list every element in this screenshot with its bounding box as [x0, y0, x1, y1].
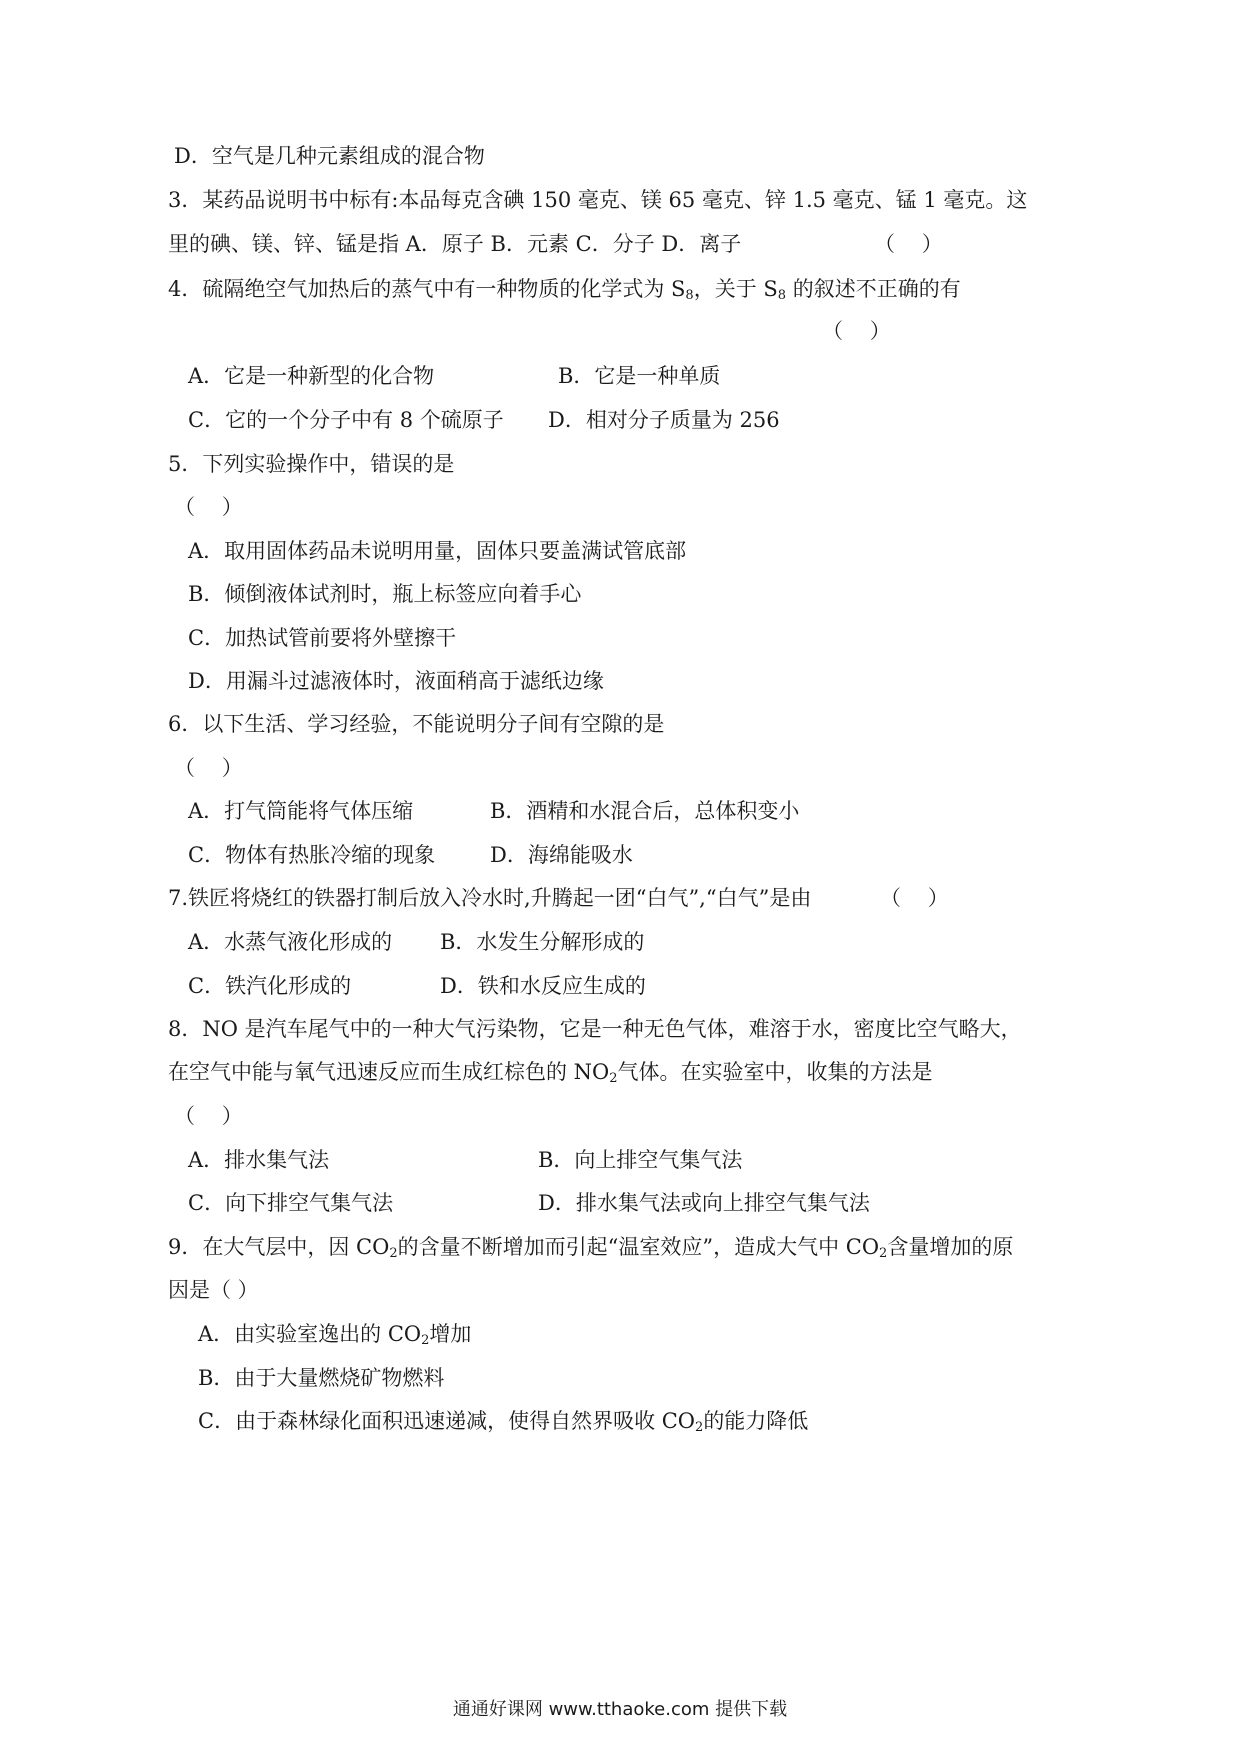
q7-option-d: D．铁和水反应生成的	[440, 974, 646, 998]
q2-option-d: D．空气是几种元素组成的混合物	[174, 144, 485, 168]
q4-option-d: D．相对分子质量为 256	[548, 408, 780, 432]
q7-option-a: A．水蒸气液化形成的	[188, 930, 393, 954]
q9-text-a: 9．在大气层中，因 CO	[168, 1235, 390, 1259]
q7-stem: 7.铁匠将烧红的铁器打制后放入冷水时,升腾起一团“白气”,“白气”是由	[168, 886, 812, 910]
q9-option-c-tail: 的能力降低	[703, 1409, 809, 1433]
q4-text-a: 4．硫隔绝空气加热后的蒸气中有一种物质的化学式为 S	[168, 277, 686, 301]
q5-answer-blank: （ ）	[174, 495, 243, 519]
q9-option-a-text: A．由实验室逸出的 CO	[198, 1322, 422, 1346]
q4-answer-blank: （ ）	[822, 319, 891, 343]
q8-answer-blank: （ ）	[174, 1104, 243, 1128]
q9-text-b: 的含量不断增加而引起“温室效应”，造成大气中 CO	[397, 1235, 880, 1259]
q8-text-b: 气体。在实验室中，收集的方法是	[617, 1060, 933, 1084]
q3-answer-blank: （ ）	[874, 232, 943, 256]
q6-answer-blank: （ ）	[174, 756, 243, 780]
q5-option-c: C．加热试管前要将外壁擦干	[188, 626, 457, 650]
q8-sub: 2	[609, 1071, 618, 1086]
q9-option-c	[198, 1407, 808, 1435]
page-footer: 通通好课网 www.tthaoke.com 提供下载	[452, 1699, 788, 1720]
q9-line2: 因是（ ）	[168, 1278, 259, 1302]
q6-option-a: A．打气筒能将气体压缩	[188, 799, 414, 823]
q4-option-a: A．它是一种新型的化合物	[188, 364, 435, 388]
q3-line2: 里的碘、镁、锌、锰是指 A．原子 B．元素 C．分子 D．离子	[168, 232, 742, 256]
q8-option-c: C．向下排空气集气法	[188, 1191, 394, 1215]
q4-text-c: 的叙述不正确的有	[786, 277, 961, 301]
q6-option-d: D．海绵能吸水	[490, 843, 633, 867]
q8-option-a: A．排水集气法	[188, 1148, 330, 1172]
q8-line1: 8．NO 是汽车尾气中的一种大气污染物，它是一种无色气体，难溶于水，密度比空气略大，	[168, 1017, 1022, 1041]
q4-option-b: B．它是一种单质	[558, 364, 721, 388]
q9-option-c-text: C．由于森林绿化面积迅速递减，使得自然界吸收 CO	[198, 1409, 696, 1433]
q4-sub-2: 8	[777, 288, 787, 303]
q7-answer-blank: （ ）	[880, 886, 949, 910]
q6-stem: 6．以下生活、学习经验，不能说明分子间有空隙的是	[168, 712, 665, 736]
q9-line1	[168, 1233, 1013, 1261]
q9-option-b: B．由于大量燃烧矿物燃料	[198, 1366, 445, 1390]
q9-text-c: 含量增加的原	[887, 1235, 1014, 1259]
q5-stem: 5．下列实验操作中，错误的是	[168, 452, 455, 476]
q5-option-b: B．倾倒液体试剂时，瓶上标签应向着手心	[188, 582, 582, 606]
q8-option-d: D．排水集气法或向上排空气集气法	[538, 1191, 870, 1215]
q9-sub-2: 2	[879, 1246, 888, 1261]
q8-option-b: B．向上排空气集气法	[538, 1148, 743, 1172]
q9-sub-1: 2	[389, 1246, 398, 1261]
q7-option-b: B．水发生分解形成的	[440, 930, 645, 954]
q9-option-a	[198, 1320, 471, 1348]
q5-option-d: D．用漏斗过滤液体时，液面稍高于滤纸边缘	[188, 669, 604, 693]
q5-option-a: A．取用固体药品未说明用量，固体只要盖满试管底部	[188, 539, 687, 563]
q9-option-a-tail: 增加	[429, 1322, 472, 1346]
q8-text-a: 在空气中能与氧气迅速反应而生成红棕色的 NO	[168, 1060, 610, 1084]
q8-line2	[168, 1058, 933, 1086]
q7-option-c: C．铁汽化形成的	[188, 974, 352, 998]
q9-option-c-sub: 2	[695, 1420, 704, 1435]
q9-option-a-sub: 2	[421, 1333, 430, 1348]
q6-option-c: C．物体有热胀冷缩的现象	[188, 843, 436, 867]
q6-option-b: B．酒精和水混合后，总体积变小	[490, 799, 800, 823]
q4-sub-1: 8	[685, 288, 694, 303]
q4-text-b: ，关于 S	[693, 277, 778, 301]
q4-option-c: C．它的一个分子中有 8 个硫原子	[188, 408, 504, 432]
q3-line1: 3．某药品说明书中标有:本品每克含碘 150 毫克、镁 65 毫克、锌 1.5 毫克、锰 1 毫克。这	[168, 188, 1028, 212]
q4-line1	[168, 275, 961, 303]
